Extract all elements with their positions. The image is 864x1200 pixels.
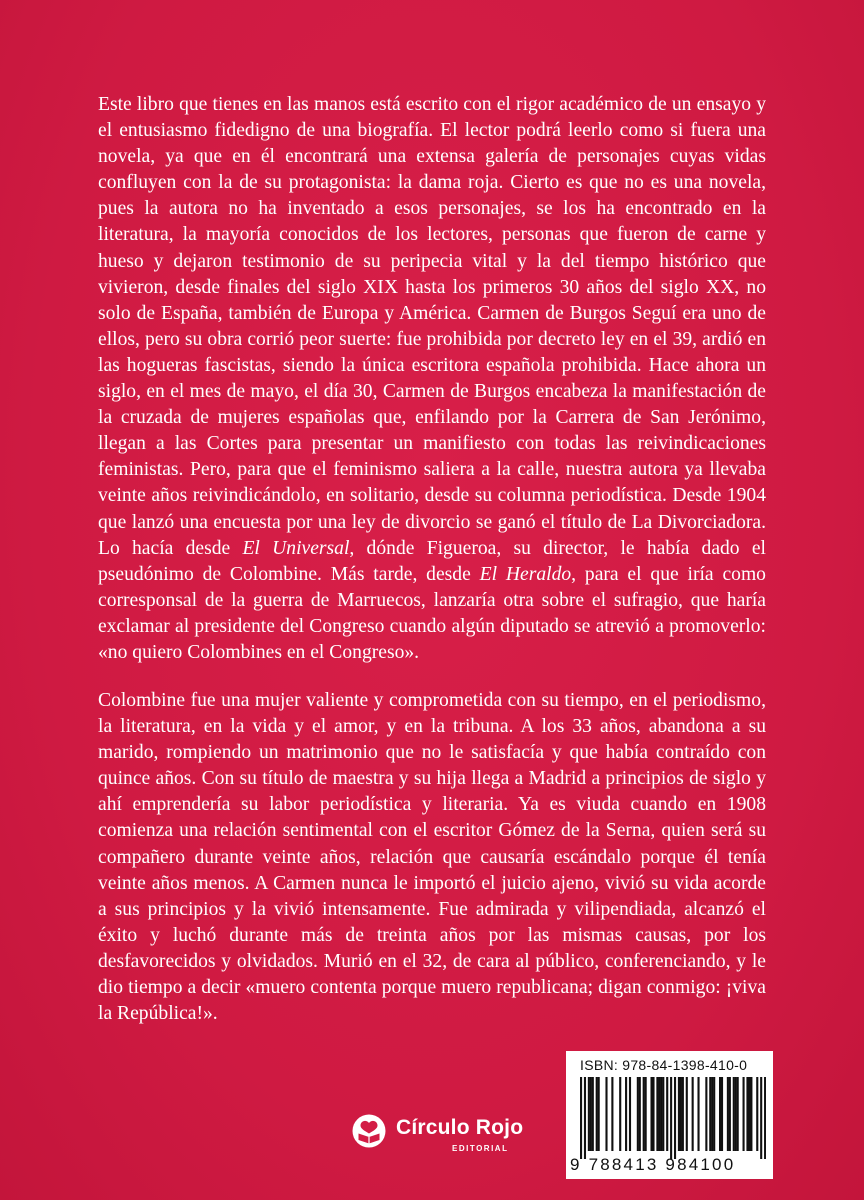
- barcode-bar: [705, 1077, 707, 1151]
- barcode-bar: [580, 1077, 582, 1159]
- barcode-bar: [713, 1077, 715, 1151]
- barcode-bar: [592, 1077, 594, 1151]
- isbn-label: ISBN: 978-84-1398-410-0: [580, 1057, 748, 1073]
- paragraph-text: [98, 92, 766, 666]
- barcode-bar: [750, 1077, 752, 1151]
- barcode-bar: [697, 1077, 699, 1151]
- barcode-bar: [680, 1077, 682, 1151]
- barcode-bar: [596, 1077, 598, 1151]
- barcode-bar: [590, 1077, 592, 1151]
- barcode-bar: [764, 1077, 766, 1159]
- barcode-bar: [746, 1077, 748, 1151]
- barcode-bar: [709, 1077, 711, 1151]
- text-segment: , para el que iría como corresponsal de la guerra de Marruecos, lanzaría otra sobre el sufragio, que haría exclamar al presidente del Congreso cuando algún diputado se atrevió a promoverlo: «no quiero Colombines en el Congreso».: [98, 563, 766, 663]
- barcode-bar: [645, 1077, 647, 1151]
- book-heart-logo-icon: [352, 1114, 386, 1148]
- barcode-bar: [719, 1077, 721, 1151]
- barcode-bar: [660, 1077, 662, 1151]
- text-segment: Este libro que tienes en las manos está escrito con el rigor académico de un ensayo y el entusiasmo fidedigno de una biografía. El lector podrá leerlo como si fuera una novela, ya que en él encontrará una extensa galería de personajes cuyas vidas confluyen con la de su protagonista: la dama roja. Cierto es que no es una novela, pues la autora no ha inventado a esos personajes, se los ha encontrado en la literatura, la mayoría conocidos de los lectores, personas que fueron de carne y hueso y dejaron testimonio de su peripecia vital y la del tiempo histórico que vivieron, desde finales del siglo XIX hasta los primeros 30 años del siglo XX, no solo de España, también de Europa y América. Carmen de Burgos Seguí era uno de ellos, pero su obra corrió peor suerte: fue prohibida por decreto ley en el 39, ardió en las hogueras fascistas, siendo la única escritora española prohibida. Hace ahora un siglo, en el mes de mayo, el día 30, Carmen de Burgos encabeza la manifestación de la cruzada de mujeres españolas que, enfilando por la Carrera de San Jerónimo, llegan a las Cortes para presentar un manifiesto con todas las reivindicaciones feministas. Pero, para que el feminismo saliera a la calle, nuestra autora ya llevaba veinte años reivindicándolo, en solitario, desde su columna periodística. Desde 1904 que lanzó una encuesta por una ley de divorcio se ganó el título de La Divorciadora. Lo hacía desde: [98, 94, 766, 559]
- newspaper-title: El Universal: [242, 537, 350, 559]
- barcode-bar: [658, 1077, 660, 1151]
- publisher-logo: [352, 1112, 532, 1162]
- barcode-bar: [588, 1077, 590, 1151]
- barcode-digits: 9 788413 984100: [570, 1155, 736, 1174]
- barcode-bar: [729, 1077, 731, 1151]
- barcode-bar: [652, 1077, 654, 1151]
- barcode-bar: [637, 1077, 639, 1151]
- barcode-bar: [711, 1077, 713, 1151]
- barcode-bar: [650, 1077, 652, 1151]
- barcode-bar: [743, 1077, 745, 1151]
- barcode-bar: [748, 1077, 750, 1151]
- isbn-barcode: [566, 1051, 773, 1179]
- barcode-bar: [670, 1077, 672, 1159]
- barcode-bar: [598, 1077, 600, 1151]
- barcode-bar: [721, 1077, 723, 1151]
- barcode-bar: [735, 1077, 737, 1151]
- barcode-bar: [756, 1077, 758, 1151]
- newspaper-title: El Heraldo: [479, 563, 572, 585]
- barcode-bar: [625, 1077, 627, 1151]
- barcode-bar: [629, 1077, 631, 1151]
- publisher-name: Círculo Rojo: [396, 1116, 524, 1139]
- synopsis-paragraph-1: [98, 92, 766, 666]
- barcode-bar: [682, 1077, 684, 1151]
- barcode-bar: [605, 1077, 607, 1151]
- barcode-bar: [686, 1077, 688, 1151]
- barcode-bars: [580, 1077, 766, 1159]
- barcode-bar: [692, 1077, 694, 1151]
- text-segment: Colombine fue una mujer valiente y comprometida con su tiempo, en el periodismo, la literatura, en la vida y el amor, y en la tribuna. A los 33 años, abandona a su marido, rompiendo un matrimonio que no le satisfacía y que había contraído con quince años. Con su título de maestra y su hija llega a Madrid a principios de siglo y ahí emprendería su labor periodística y literaria. Ya es viuda cuando en 1908 comienza una relación sentimental con el escritor Gómez de la Serna, quien será su compañero durante veinte años, relación que causaría escándalo porque él tenía veinte años menos. A Carmen nunca le importó el juicio ajeno, vivió su vida acorde a sus principios y la vivió intensamente. Fue admirada y vilipendiada, alcanzó el éxito y luchó durante más de treinta años por las mismas causas, por los desfavorecidos y olvidados. Murió en el 32, de cara al público, conferenciando, y le dio tiempo a decir «muero contenta porque muero republicana; digan conmigo: ¡viva la República!».: [98, 690, 766, 1025]
- publisher-subtitle: EDITORIAL: [452, 1144, 509, 1153]
- barcode-bar: [584, 1077, 586, 1159]
- text-segment: , dónde Figueroa, su director, le había dado el pseudónimo de Colombine. Más tarde, desde: [98, 537, 766, 585]
- barcode-bar: [733, 1077, 735, 1151]
- barcode-bar: [643, 1077, 645, 1151]
- paragraph-text: [98, 688, 766, 1027]
- synopsis-paragraph-2: [98, 688, 766, 1027]
- barcode-bar: [662, 1077, 664, 1151]
- barcode-bar: [639, 1077, 641, 1151]
- barcode-bar: [656, 1077, 658, 1151]
- barcode-bar: [611, 1077, 613, 1151]
- barcode-bar: [666, 1077, 668, 1151]
- barcode-bar: [760, 1077, 762, 1159]
- barcode-bar: [678, 1077, 680, 1151]
- barcode-bar: [727, 1077, 729, 1151]
- barcode-bar: [674, 1077, 676, 1159]
- barcode-bar: [737, 1077, 739, 1151]
- barcode-bar: [619, 1077, 621, 1151]
